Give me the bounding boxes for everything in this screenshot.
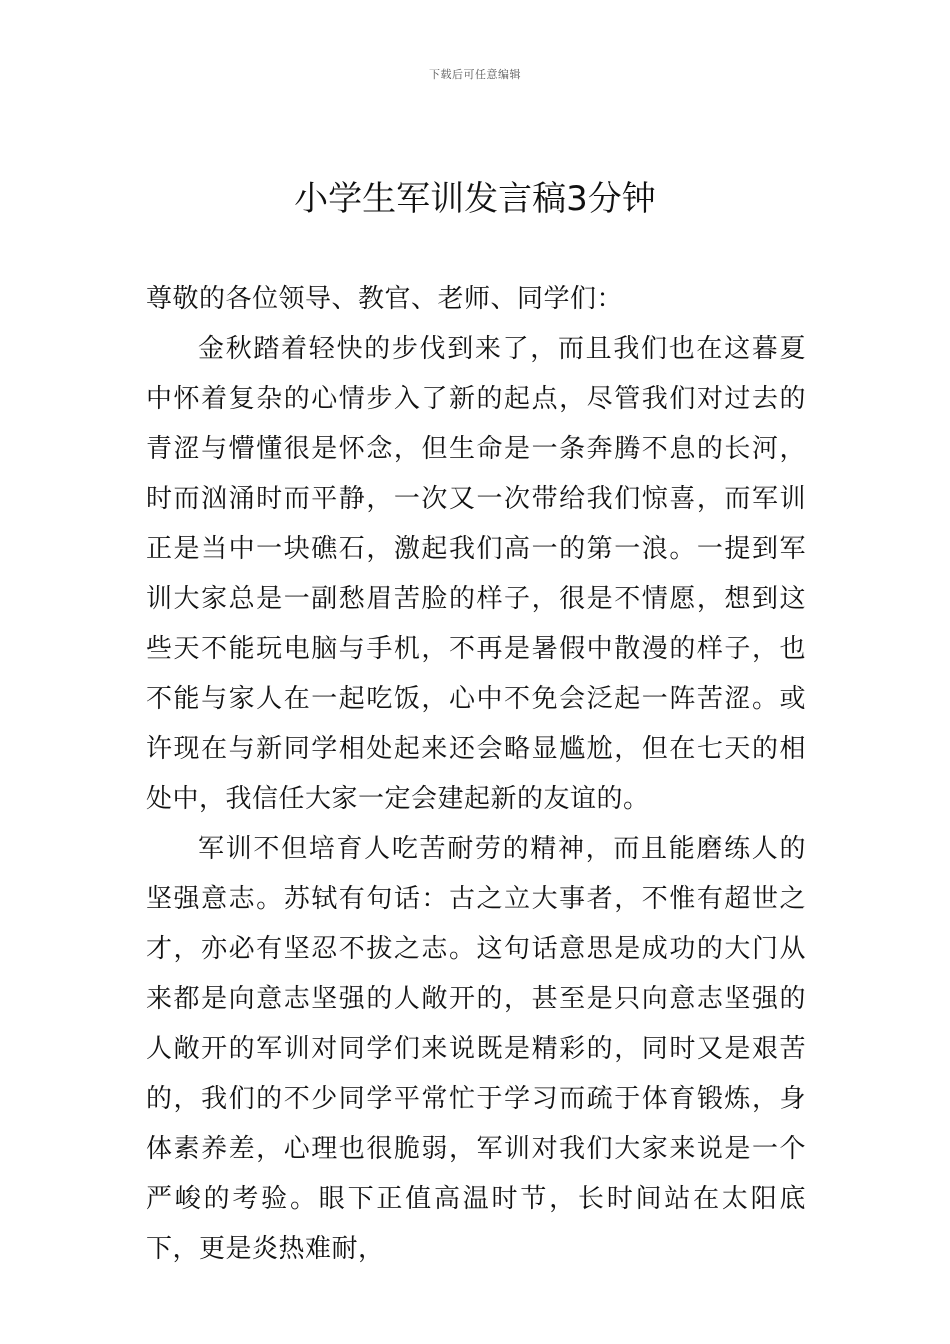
document-body — [146, 274, 806, 1274]
paragraph-1: 金秋踏着轻快的步伐到来了，而且我们也在这暮夏中怀着复杂的心情步入了新的起点，尽管我们对过去的青涩与懵懂很是怀念，但生命是一条奔腾不息的长河，时而汹涌时而平静，一次又一次带给我们惊喜，而军训正是当中一块礁石，激起我们高一的第一浪。一提到军训大家总是一副愁眉苦脸的样子，很是不情愿，想到这些天不能玩电脑与手机，不再是暑假中散漫的样子，也不能与家人在一起吃饭，心中不免会泛起一阵苦涩。或许现在与新同学相处起来还会略显尴尬，但在七天的相处中，我信任大家一定会建起新的友谊的。 — [146, 334, 806, 814]
document-title: 小学生军训发言稿3分钟 — [294, 179, 656, 219]
header-note: 下载后可任意编辑 — [429, 68, 521, 81]
paragraph-2: 军训不但培育人吃苦耐劳的精神，而且能磨练人的坚强意志。苏轼有句话：古之立大事者，不惟有超世之才，亦必有坚忍不拔之志。这句话意思是成功的大门从来都是向意志坚强的人敞开的，甚至是只向意志坚强的人敞开的军训对同学们来说既是精彩的，同时又是艰苦的，我们的不少同学平常忙于学习而疏于体育锻炼，身体素养差，心理也很脆弱，军训对我们大家来说是一个严峻的考验。眼下正值高温时节，长时间站在太阳底下，更是炎热难耐， — [146, 834, 806, 1264]
salutation: 尊敬的各位领导、教官、老师、同学们： — [146, 284, 624, 314]
